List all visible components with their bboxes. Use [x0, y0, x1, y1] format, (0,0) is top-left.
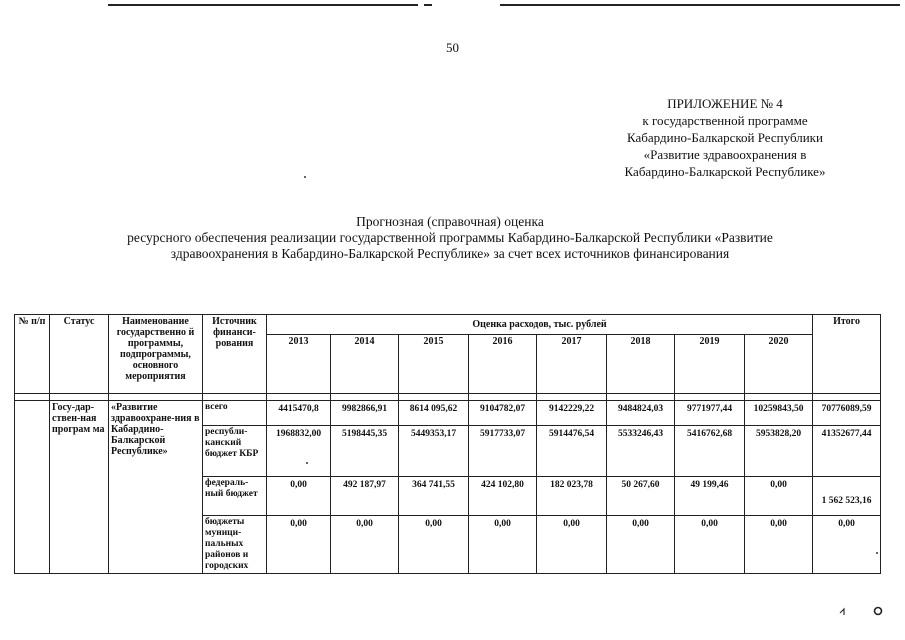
- year-header: 2013: [267, 335, 331, 394]
- header-name: Наименование государственно й программы, подпрограммы, основного мероприятия: [109, 315, 203, 394]
- value-cell: 9771977,44: [675, 401, 745, 426]
- year-header: 2016: [469, 335, 537, 394]
- spacer-cell: [469, 394, 537, 401]
- spacer-cell: [813, 394, 881, 401]
- value-cell: 0,00: [399, 516, 469, 574]
- scan-artifact-icon: [838, 604, 898, 618]
- value-cell: 10259843,50: [745, 401, 813, 426]
- total-cell: 41352677,44: [813, 426, 881, 477]
- value-cell: 492 187,97: [331, 477, 399, 516]
- spacer-cell: [745, 394, 813, 401]
- appendix-line: «Развитие здравоохранения в: [643, 147, 807, 162]
- value-cell: 5953828,20: [745, 426, 813, 477]
- header-status: Статус: [50, 315, 109, 394]
- scan-speck: [306, 462, 308, 464]
- spacer-cell: [675, 394, 745, 401]
- value-cell: 182 023,78: [537, 477, 607, 516]
- value-cell: 9484824,03: [607, 401, 675, 426]
- value-cell: 0,00: [607, 516, 675, 574]
- value-cell: 0,00: [267, 477, 331, 516]
- top-rule-right: [500, 4, 900, 6]
- spacer-cell: [537, 394, 607, 401]
- value-cell: 5449353,17: [399, 426, 469, 477]
- value-cell: 50 267,60: [607, 477, 675, 516]
- value-cell: 5914476,54: [537, 426, 607, 477]
- value-cell: 0,00: [745, 516, 813, 574]
- appendix-line: к государственной программе: [642, 113, 808, 128]
- top-rule-left: [108, 4, 418, 6]
- value-cell: 9982866,91: [331, 401, 399, 426]
- scan-speck: [876, 552, 878, 554]
- appendix-header: [560, 95, 890, 180]
- year-header: 2017: [537, 335, 607, 394]
- value-cell: 5416762,68: [675, 426, 745, 477]
- value-cell: 424 102,80: [469, 477, 537, 516]
- total-cell: 70776089,59: [813, 401, 881, 426]
- value-cell: 364 741,55: [399, 477, 469, 516]
- scan-speck: [304, 176, 306, 178]
- source-cell: бюджеты муници-пальных районов и городских: [203, 516, 267, 574]
- table-row: [15, 401, 881, 426]
- program-status: Госу-дар-ствен-ная програм ма: [50, 401, 109, 574]
- spacer-row: [15, 394, 881, 401]
- total-cell: 0,00: [813, 516, 881, 574]
- spacer-cell: [203, 394, 267, 401]
- scan-marks: [838, 604, 898, 621]
- value-cell: 8614 095,62: [399, 401, 469, 426]
- value-cell: 9104782,07: [469, 401, 537, 426]
- year-header: 2014: [331, 335, 399, 394]
- value-cell: 0,00: [745, 477, 813, 516]
- appendix-line: Кабардино-Балкарской Республике»: [624, 164, 826, 179]
- value-cell: 4415470,8: [267, 401, 331, 426]
- document-title: [40, 214, 860, 262]
- value-cell: 5198445,35: [331, 426, 399, 477]
- value-cell: 0,00: [469, 516, 537, 574]
- spacer-cell: [607, 394, 675, 401]
- source-cell: всего: [203, 401, 267, 426]
- title-line: здравоохранения в Кабардино-Балкарской Республике» за счет всех источников финансирования: [170, 246, 730, 261]
- title-line: ресурсного обеспечения реализации государственной программы Кабардино-Балкарской Республики «Развитие: [127, 230, 773, 245]
- top-rule-dash: [424, 4, 432, 6]
- title-line: Прогнозная (справочная) оценка: [356, 214, 544, 229]
- page-number: 50: [446, 40, 459, 55]
- header-num: № п/п: [15, 315, 50, 394]
- value-cell: 49 199,46: [675, 477, 745, 516]
- year-header: 2019: [675, 335, 745, 394]
- spacer-cell: [399, 394, 469, 401]
- header-estimate: Оценка расходов, тыс. рублей: [267, 315, 813, 335]
- value-cell: 9142229,22: [537, 401, 607, 426]
- value-cell: 1968832,00: [267, 426, 331, 477]
- spacer-cell: [15, 394, 50, 401]
- header-row: [15, 315, 881, 335]
- row-number-cell: [15, 401, 50, 574]
- year-header: 2020: [745, 335, 813, 394]
- value-cell: 5917733,07: [469, 426, 537, 477]
- value-cell: 0,00: [675, 516, 745, 574]
- spacer-cell: [50, 394, 109, 401]
- spacer-cell: [267, 394, 331, 401]
- header-total: Итого: [813, 315, 881, 394]
- source-cell: республи-канский бюджет КБР: [203, 426, 267, 477]
- year-header: 2018: [607, 335, 675, 394]
- budget-table: [14, 314, 881, 574]
- value-cell: 5533246,43: [607, 426, 675, 477]
- spacer-cell: [109, 394, 203, 401]
- year-header: 2015: [399, 335, 469, 394]
- source-cell: федераль-ный бюджет: [203, 477, 267, 516]
- appendix-line: Кабардино-Балкарской Республики: [627, 130, 823, 145]
- program-name: «Развитие здравоохране-ния в Кабардино-Балкарской Республике»: [109, 401, 203, 574]
- appendix-line: ПРИЛОЖЕНИЕ № 4: [667, 96, 783, 111]
- value-cell: 0,00: [331, 516, 399, 574]
- total-cell: 1 562 523,16: [813, 477, 881, 516]
- header-source: Источник финанси-рования: [203, 315, 267, 394]
- value-cell: 0,00: [267, 516, 331, 574]
- spacer-cell: [331, 394, 399, 401]
- value-cell: 0,00: [537, 516, 607, 574]
